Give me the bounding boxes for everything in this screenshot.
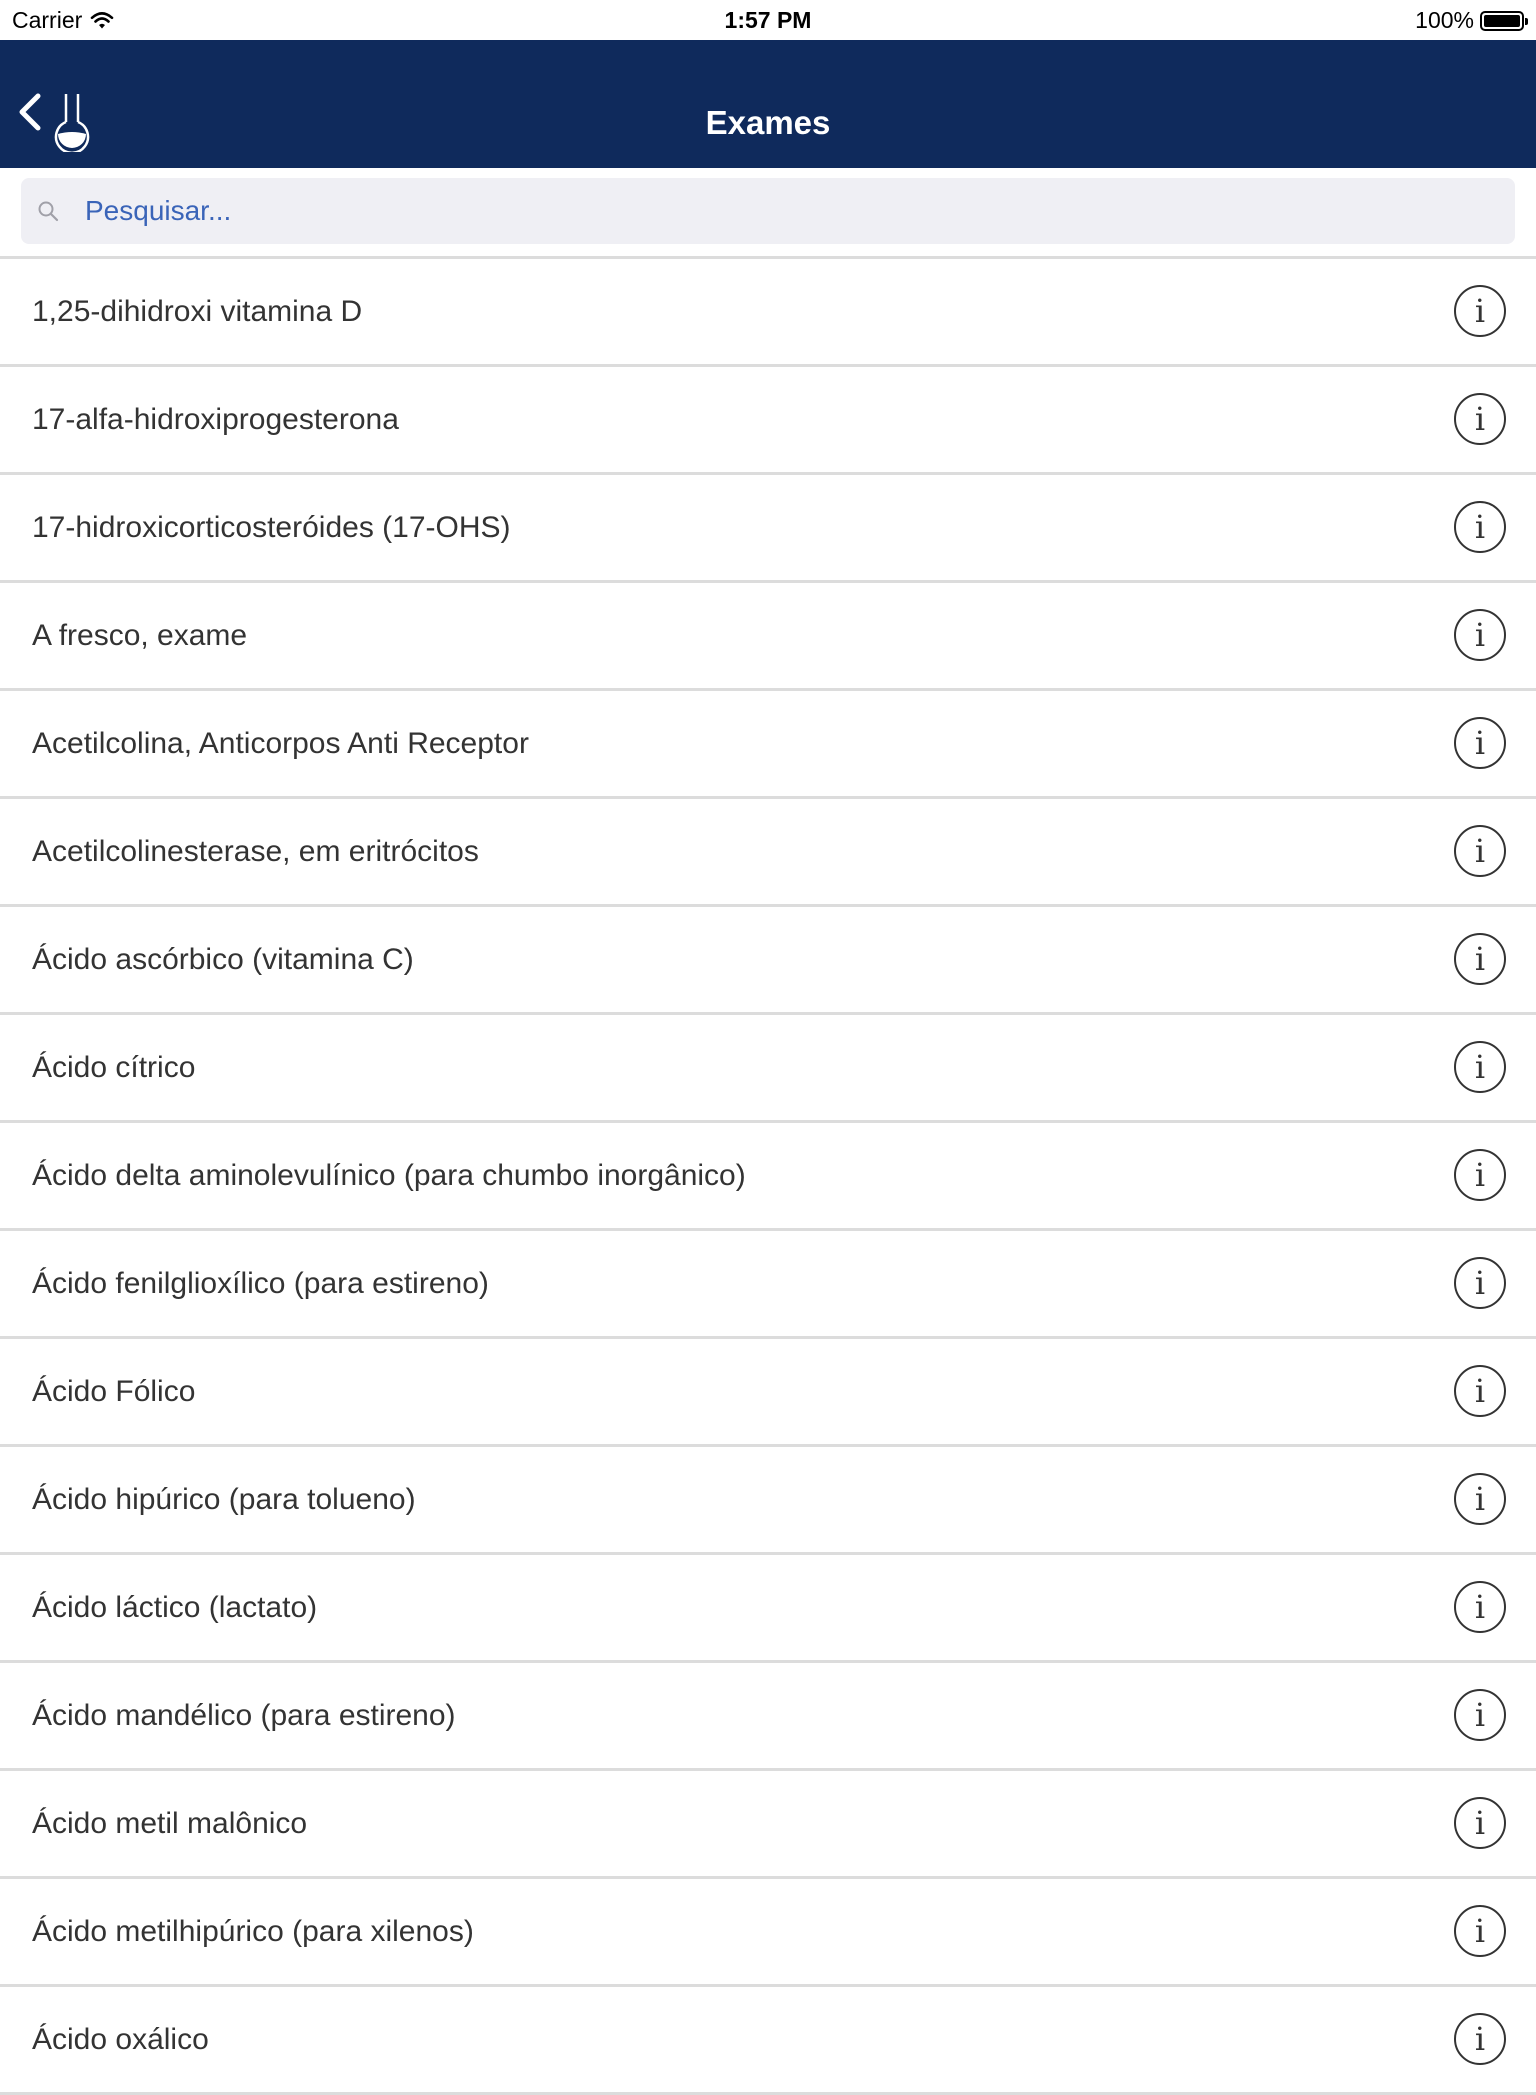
info-icon[interactable]: i (1454, 1149, 1506, 1201)
list-item[interactable] (0, 259, 1536, 367)
info-icon[interactable]: i (1454, 285, 1506, 337)
exam-name: Ácido Fólico (32, 1375, 196, 1408)
exam-name: Ácido fenilglioxílico (para estireno) (32, 1267, 489, 1300)
status-bar (0, 0, 1536, 40)
list-item[interactable] (0, 1555, 1536, 1663)
info-icon[interactable]: i (1454, 933, 1506, 985)
info-icon[interactable]: i (1454, 1905, 1506, 1957)
exam-name: 1,25-dihidroxi vitamina D (32, 295, 363, 328)
search-bar (0, 168, 1536, 256)
list-item[interactable] (0, 1015, 1536, 1123)
info-icon[interactable]: i (1454, 1797, 1506, 1849)
exam-name: Ácido delta aminolevulínico (para chumbo inorgânico) (32, 1159, 746, 1192)
info-icon[interactable]: i (1454, 393, 1506, 445)
info-icon[interactable]: i (1454, 1257, 1506, 1309)
list-item[interactable] (0, 1123, 1536, 1231)
carrier-label: Carrier (12, 7, 83, 33)
info-icon[interactable]: i (1454, 1581, 1506, 1633)
exam-name: 17-alfa-hidroxiprogesterona (32, 403, 399, 436)
exam-name: 17-hidroxicorticosteróides (17-OHS) (32, 511, 511, 544)
info-icon[interactable]: i (1454, 825, 1506, 877)
navigation-bar (0, 40, 1536, 168)
list-item[interactable] (0, 1987, 1536, 2095)
search-icon (37, 200, 59, 222)
exam-name: Ácido cítrico (32, 1051, 196, 1084)
battery-indicator (1415, 7, 1524, 34)
exam-list (0, 256, 1536, 2095)
list-item[interactable] (0, 691, 1536, 799)
exam-name: Ácido oxálico (32, 2023, 209, 2056)
battery-icon (1480, 11, 1524, 31)
exam-name: A fresco, exame (32, 619, 248, 652)
info-icon[interactable]: i (1454, 717, 1506, 769)
info-icon[interactable]: i (1454, 609, 1506, 661)
list-item[interactable] (0, 1771, 1536, 1879)
exam-name: Ácido mandélico (para estireno) (32, 1699, 456, 1732)
info-icon[interactable]: i (1454, 1473, 1506, 1525)
info-icon[interactable]: i (1454, 2013, 1506, 2065)
exam-name: Ácido láctico (lactato) (32, 1591, 318, 1624)
info-icon[interactable]: i (1454, 1689, 1506, 1741)
exam-name: Ácido metilhipúrico (para xilenos) (32, 1915, 474, 1948)
list-item[interactable] (0, 907, 1536, 1015)
exam-name: Ácido hipúrico (para tolueno) (32, 1483, 416, 1516)
battery-percentage: 100% (1415, 7, 1474, 33)
list-item[interactable] (0, 799, 1536, 907)
list-item[interactable] (0, 1231, 1536, 1339)
list-item[interactable] (0, 1663, 1536, 1771)
info-icon[interactable]: i (1454, 501, 1506, 553)
list-item[interactable] (0, 583, 1536, 691)
list-item[interactable] (0, 1447, 1536, 1555)
exam-name: Acetilcolina, Anticorpos Anti Receptor (32, 727, 529, 760)
list-item[interactable] (0, 475, 1536, 583)
exam-name: Ácido metil malônico (32, 1807, 308, 1840)
exam-name: Acetilcolinesterase, em eritrócitos (32, 835, 479, 868)
search-input[interactable] (85, 178, 1485, 244)
status-time: 1:57 PM (724, 7, 812, 33)
list-item[interactable] (0, 1879, 1536, 1987)
list-item[interactable] (0, 1339, 1536, 1447)
page-title: Exames (705, 104, 831, 141)
list-item[interactable] (0, 367, 1536, 475)
info-icon[interactable]: i (1454, 1041, 1506, 1093)
exam-name: Ácido ascórbico (vitamina C) (32, 943, 414, 976)
search-field-container[interactable] (21, 178, 1515, 244)
info-icon[interactable]: i (1454, 1365, 1506, 1417)
